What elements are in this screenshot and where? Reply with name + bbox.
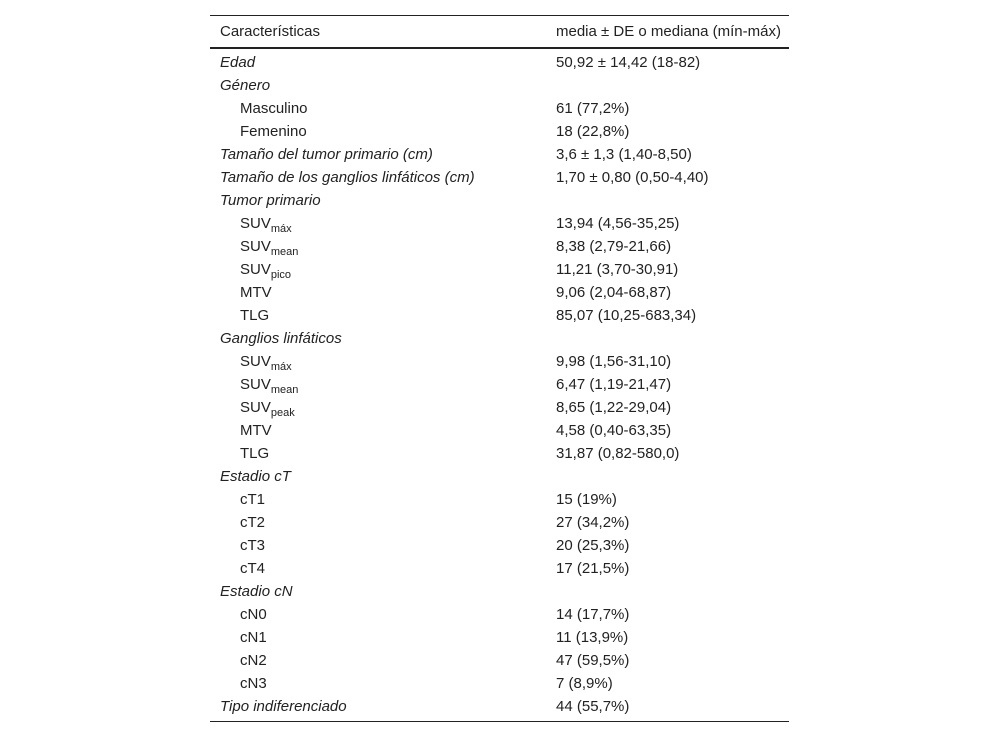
row-value: 8,65 (1,22-29,04): [556, 399, 672, 416]
row-label: Tamaño de los ganglios linfáticos (cm): [220, 169, 475, 186]
row-label: Tumor primario: [220, 192, 321, 209]
row-value: 17 (21,5%): [556, 560, 630, 577]
row-value: 11 (13,9%): [556, 629, 629, 646]
table-row: [210, 97, 789, 120]
table-row: [210, 580, 789, 603]
row-label: SUV: [240, 399, 271, 416]
table-row: [210, 649, 789, 672]
row-value: 9,98 (1,56-31,10): [556, 353, 672, 370]
row-value: 6,47 (1,19-21,47): [556, 376, 672, 393]
row-label-cell: [210, 304, 546, 327]
header-statistics: media ± DE o mediana (mín-máx): [546, 16, 789, 49]
row-label: Femenino: [240, 123, 307, 140]
row-label: cT1: [240, 491, 266, 508]
row-label: cT3: [240, 537, 266, 554]
row-value: 4,58 (0,40-63,35): [556, 422, 672, 439]
row-label: Tamaño del tumor primario (cm): [220, 146, 433, 163]
table-row: [210, 603, 789, 626]
table-row: [210, 304, 789, 327]
row-label: Masculino: [240, 100, 308, 117]
table-row: [210, 695, 789, 722]
row-label-cell: [210, 580, 546, 603]
table-row: [210, 235, 789, 258]
row-label: cN3: [240, 675, 267, 692]
table-row: [210, 350, 789, 373]
row-label: cT2: [240, 514, 266, 531]
table-row: [210, 212, 789, 235]
row-label-cell: [210, 350, 546, 373]
row-label-subscript: máx: [270, 223, 292, 235]
row-label-cell: [210, 465, 546, 488]
row-label-cell: [210, 649, 546, 672]
row-label-subscript: pico: [270, 269, 292, 281]
row-label: cN2: [240, 652, 267, 669]
row-label-subscript: peak: [270, 407, 295, 419]
row-label-cell: [210, 442, 546, 465]
row-label-cell: [210, 419, 546, 442]
row-label: Tipo indiferenciado: [220, 698, 347, 715]
row-label: cT4: [240, 560, 266, 577]
table-header-row: [210, 16, 789, 49]
row-label-cell: [210, 695, 546, 722]
row-value: 3,6 ± 1,3 (1,40-8,50): [556, 146, 692, 163]
row-value: 61 (77,2%): [556, 100, 630, 117]
row-label-cell: [210, 120, 546, 143]
table-row: [210, 419, 789, 442]
row-label: MTV: [240, 284, 272, 301]
row-label-cell: [210, 258, 546, 281]
row-value: 7 (8,9%): [556, 675, 613, 692]
row-label-cell: [210, 626, 546, 649]
table-row: [210, 465, 789, 488]
row-value: 9,06 (2,04-68,87): [556, 284, 672, 301]
row-label-cell: [210, 212, 546, 235]
row-label-cell: [210, 327, 546, 350]
row-value: 44 (55,7%): [556, 698, 630, 715]
table-row: [210, 373, 789, 396]
row-label-cell: [210, 281, 546, 304]
row-value: 13,94 (4,56-35,25): [556, 215, 680, 232]
row-label: Estadio cN: [220, 583, 293, 600]
row-label: Género: [220, 77, 271, 94]
header-characteristics: Características: [210, 16, 546, 49]
row-label: SUV: [240, 238, 271, 255]
row-value: [546, 74, 789, 97]
row-label-cell: [210, 534, 546, 557]
row-value: 1,70 ± 0,80 (0,50-4,40): [556, 169, 709, 186]
row-value: 85,07 (10,25-683,34): [556, 307, 697, 324]
row-label-cell: [210, 97, 546, 120]
row-label-cell: [210, 48, 546, 74]
row-label-cell: [210, 74, 546, 97]
table-row: [210, 189, 789, 212]
row-label-cell: [210, 672, 546, 695]
table-row: [210, 557, 789, 580]
table-row: [210, 396, 789, 419]
table-row: [210, 626, 789, 649]
row-label: TLG: [240, 307, 270, 324]
row-label: MTV: [240, 422, 272, 439]
row-label: SUV: [240, 215, 271, 232]
row-label-cell: [210, 603, 546, 626]
row-value: 27 (34,2%): [556, 514, 630, 531]
row-label: Edad: [220, 54, 256, 71]
row-value: 14 (17,7%): [556, 606, 630, 623]
row-label-cell: [210, 143, 546, 166]
table-row: [210, 74, 789, 97]
row-label: SUV: [240, 353, 271, 370]
row-value: 47 (59,5%): [556, 652, 630, 669]
row-label-cell: [210, 488, 546, 511]
table-body: [210, 48, 789, 722]
row-label-subscript: mean: [270, 384, 299, 396]
table-row: [210, 672, 789, 695]
table-row: [210, 258, 789, 281]
row-label-cell: [210, 235, 546, 258]
table-row: [210, 120, 789, 143]
table-row: [210, 327, 789, 350]
row-value: [546, 465, 789, 488]
row-value: 50,92 ± 14,42 (18-82): [556, 54, 701, 71]
row-value: 20 (25,3%): [556, 537, 630, 554]
row-label-cell: [210, 557, 546, 580]
row-label-cell: [210, 373, 546, 396]
table-row: [210, 534, 789, 557]
row-value: [546, 327, 789, 350]
row-label-cell: [210, 396, 546, 419]
row-label: Estadio cT: [220, 468, 291, 485]
row-label: SUV: [240, 376, 271, 393]
row-value: 11,21 (3,70-30,91): [556, 261, 679, 278]
row-label-cell: [210, 511, 546, 534]
row-value: 15 (19%): [556, 491, 617, 508]
row-label: cN0: [240, 606, 267, 623]
row-value: 31,87 (0,82-580,0): [556, 445, 680, 462]
table-row: [210, 442, 789, 465]
table-row: [210, 281, 789, 304]
row-value: 18 (22,8%): [556, 123, 630, 140]
row-label: TLG: [240, 445, 270, 462]
characteristics-table-container: [210, 15, 789, 722]
row-label: cN1: [240, 629, 267, 646]
row-value: [546, 580, 789, 603]
row-value: [546, 189, 789, 212]
row-label-subscript: mean: [270, 246, 299, 258]
table-row: [210, 166, 789, 189]
row-label-cell: [210, 166, 546, 189]
row-label-subscript: máx: [270, 361, 292, 373]
table-row: [210, 48, 789, 74]
characteristics-table: [210, 15, 789, 722]
table-row: [210, 488, 789, 511]
table-row: [210, 511, 789, 534]
row-label-cell: [210, 189, 546, 212]
table-row: [210, 143, 789, 166]
row-label: SUV: [240, 261, 271, 278]
row-value: 8,38 (2,79-21,66): [556, 238, 672, 255]
row-label: Ganglios linfáticos: [220, 330, 342, 347]
